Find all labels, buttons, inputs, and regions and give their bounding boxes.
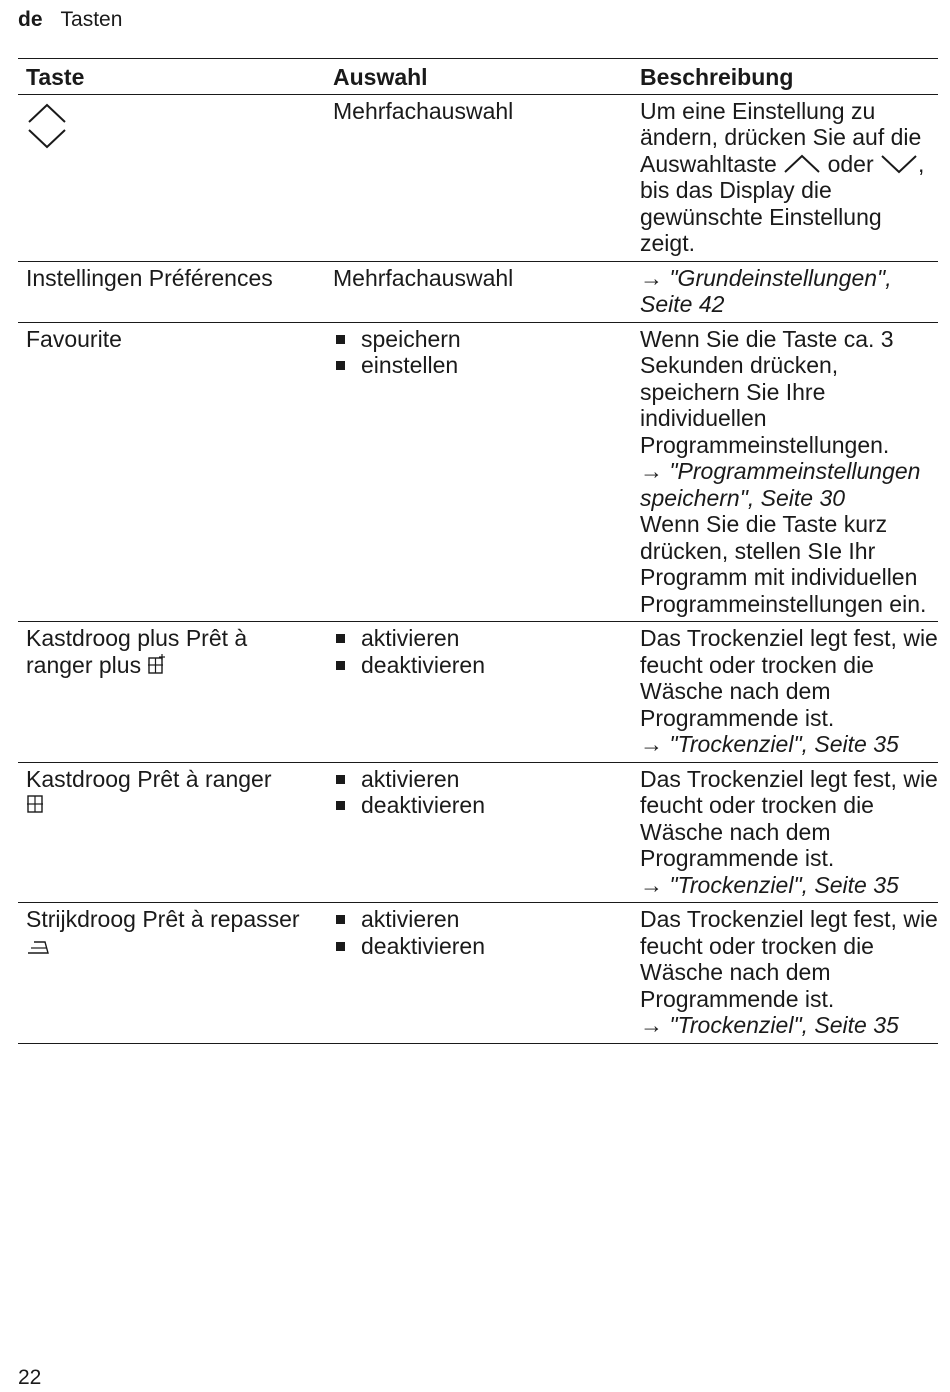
option-item: aktivieren — [333, 906, 624, 933]
reference-line — [640, 458, 938, 511]
auswahl-cell — [325, 322, 632, 622]
option-item: einstellen — [333, 352, 624, 379]
auswahl-cell — [325, 762, 632, 903]
option-list — [333, 625, 624, 678]
reference-line — [640, 731, 938, 758]
desc-text: Das Trockenziel legt fest, wie feucht oder trocken die Wäsche nach dem Programmende ist. — [640, 765, 938, 871]
table-row — [18, 903, 938, 1044]
option-list — [333, 766, 624, 819]
header-taste: Taste — [18, 59, 325, 95]
table-row — [18, 322, 938, 622]
taste-label: Kastdroog plus Prêt à ranger plus — [26, 625, 248, 678]
page-reference: "Trockenziel", Seite 35 — [669, 731, 899, 757]
arrow-icon: → — [640, 871, 663, 898]
table-row — [18, 94, 938, 261]
page-reference: "Trockenziel", Seite 35 — [669, 871, 899, 898]
page-number: 22 — [18, 1366, 42, 1389]
reference-line — [640, 1012, 938, 1039]
section-title: Tasten — [60, 8, 123, 31]
chevron-up-icon — [783, 154, 821, 174]
page-reference: "Trockenziel", Seite 35 — [669, 1012, 899, 1038]
taste-cell — [18, 622, 325, 763]
taste-cell — [18, 762, 325, 903]
taste-cell — [18, 94, 325, 261]
arrow-icon: → — [640, 731, 663, 757]
beschreibung-cell — [632, 762, 938, 903]
beschreibung-cell — [632, 322, 938, 622]
option-item: aktivieren — [333, 766, 624, 793]
option-item: deaktivieren — [333, 652, 624, 679]
taste-cell — [18, 903, 325, 1044]
taste-label: Strijkdroog Prêt à repasser — [26, 906, 300, 932]
language-tag: de — [18, 8, 43, 31]
taste-label: Kastdroog Prêt à ranger — [26, 765, 272, 792]
desc-text: Das Trockenziel legt fest, wie feucht oder trocken die Wäsche nach dem Programmende ist. — [640, 906, 938, 1012]
option-item: aktivieren — [333, 625, 624, 652]
auswahl-cell: Mehrfachauswahl — [325, 261, 632, 322]
reference-line — [640, 872, 938, 899]
taste-cell: Instellingen Préférences — [18, 261, 325, 322]
chevron-down-icon — [880, 154, 918, 174]
option-item: speichern — [333, 326, 624, 353]
cupboard-dry-icon — [26, 793, 46, 815]
header-beschreibung: Beschreibung — [632, 59, 938, 95]
table-row — [18, 762, 938, 903]
page-reference: "Grundeinstellungen", Seite 42 — [640, 264, 892, 317]
beschreibung-cell — [632, 94, 938, 261]
page-header — [18, 8, 122, 32]
beschreibung-cell — [632, 261, 938, 322]
desc-text: , bis das Display die gewünschte Einstellung zeigt. — [640, 150, 925, 256]
desc-text: Wenn Sie die Taste ca. 3 Sekunden drücken, speichern Sie Ihre individuellen Programmeinstellungen. — [640, 325, 894, 458]
option-item: deaktivieren — [333, 933, 624, 960]
auswahl-cell — [325, 903, 632, 1044]
page-reference: "Programmeinstellungen speichern", Seite 30 — [640, 458, 921, 511]
desc-text: Das Trockenziel legt fest, wie feucht oder trocken die Wäsche nach dem Programmende ist. — [640, 625, 938, 731]
option-list — [333, 326, 624, 379]
desc-text: oder — [827, 150, 874, 177]
taste-cell: Favourite — [18, 322, 325, 622]
keys-table — [18, 58, 938, 1044]
arrow-icon: → — [640, 1012, 663, 1038]
auswahl-cell: Mehrfachauswahl — [325, 94, 632, 261]
arrow-icon: → — [640, 458, 663, 484]
desc-text: Um eine Einstellung zu ändern, drücken Sie auf die Auswahltaste — [640, 97, 922, 177]
iron-dry-icon — [26, 938, 50, 956]
option-list — [333, 906, 624, 959]
beschreibung-cell — [632, 622, 938, 763]
option-item: deaktivieren — [333, 792, 624, 819]
table-header-row — [18, 59, 938, 95]
auswahl-cell — [325, 622, 632, 763]
cupboard-dry-plus-icon — [147, 653, 167, 675]
beschreibung-cell — [632, 903, 938, 1044]
desc-text: Wenn Sie die Taste kurz drücken, stellen SIe Ihr Programm mit individuellen Programmeinstellungen ein. — [640, 511, 927, 617]
table-row — [18, 261, 938, 322]
arrow-icon: → — [640, 264, 663, 291]
table-row — [18, 622, 938, 763]
up-down-selection-icon — [26, 100, 68, 152]
header-auswahl: Auswahl — [325, 59, 632, 95]
